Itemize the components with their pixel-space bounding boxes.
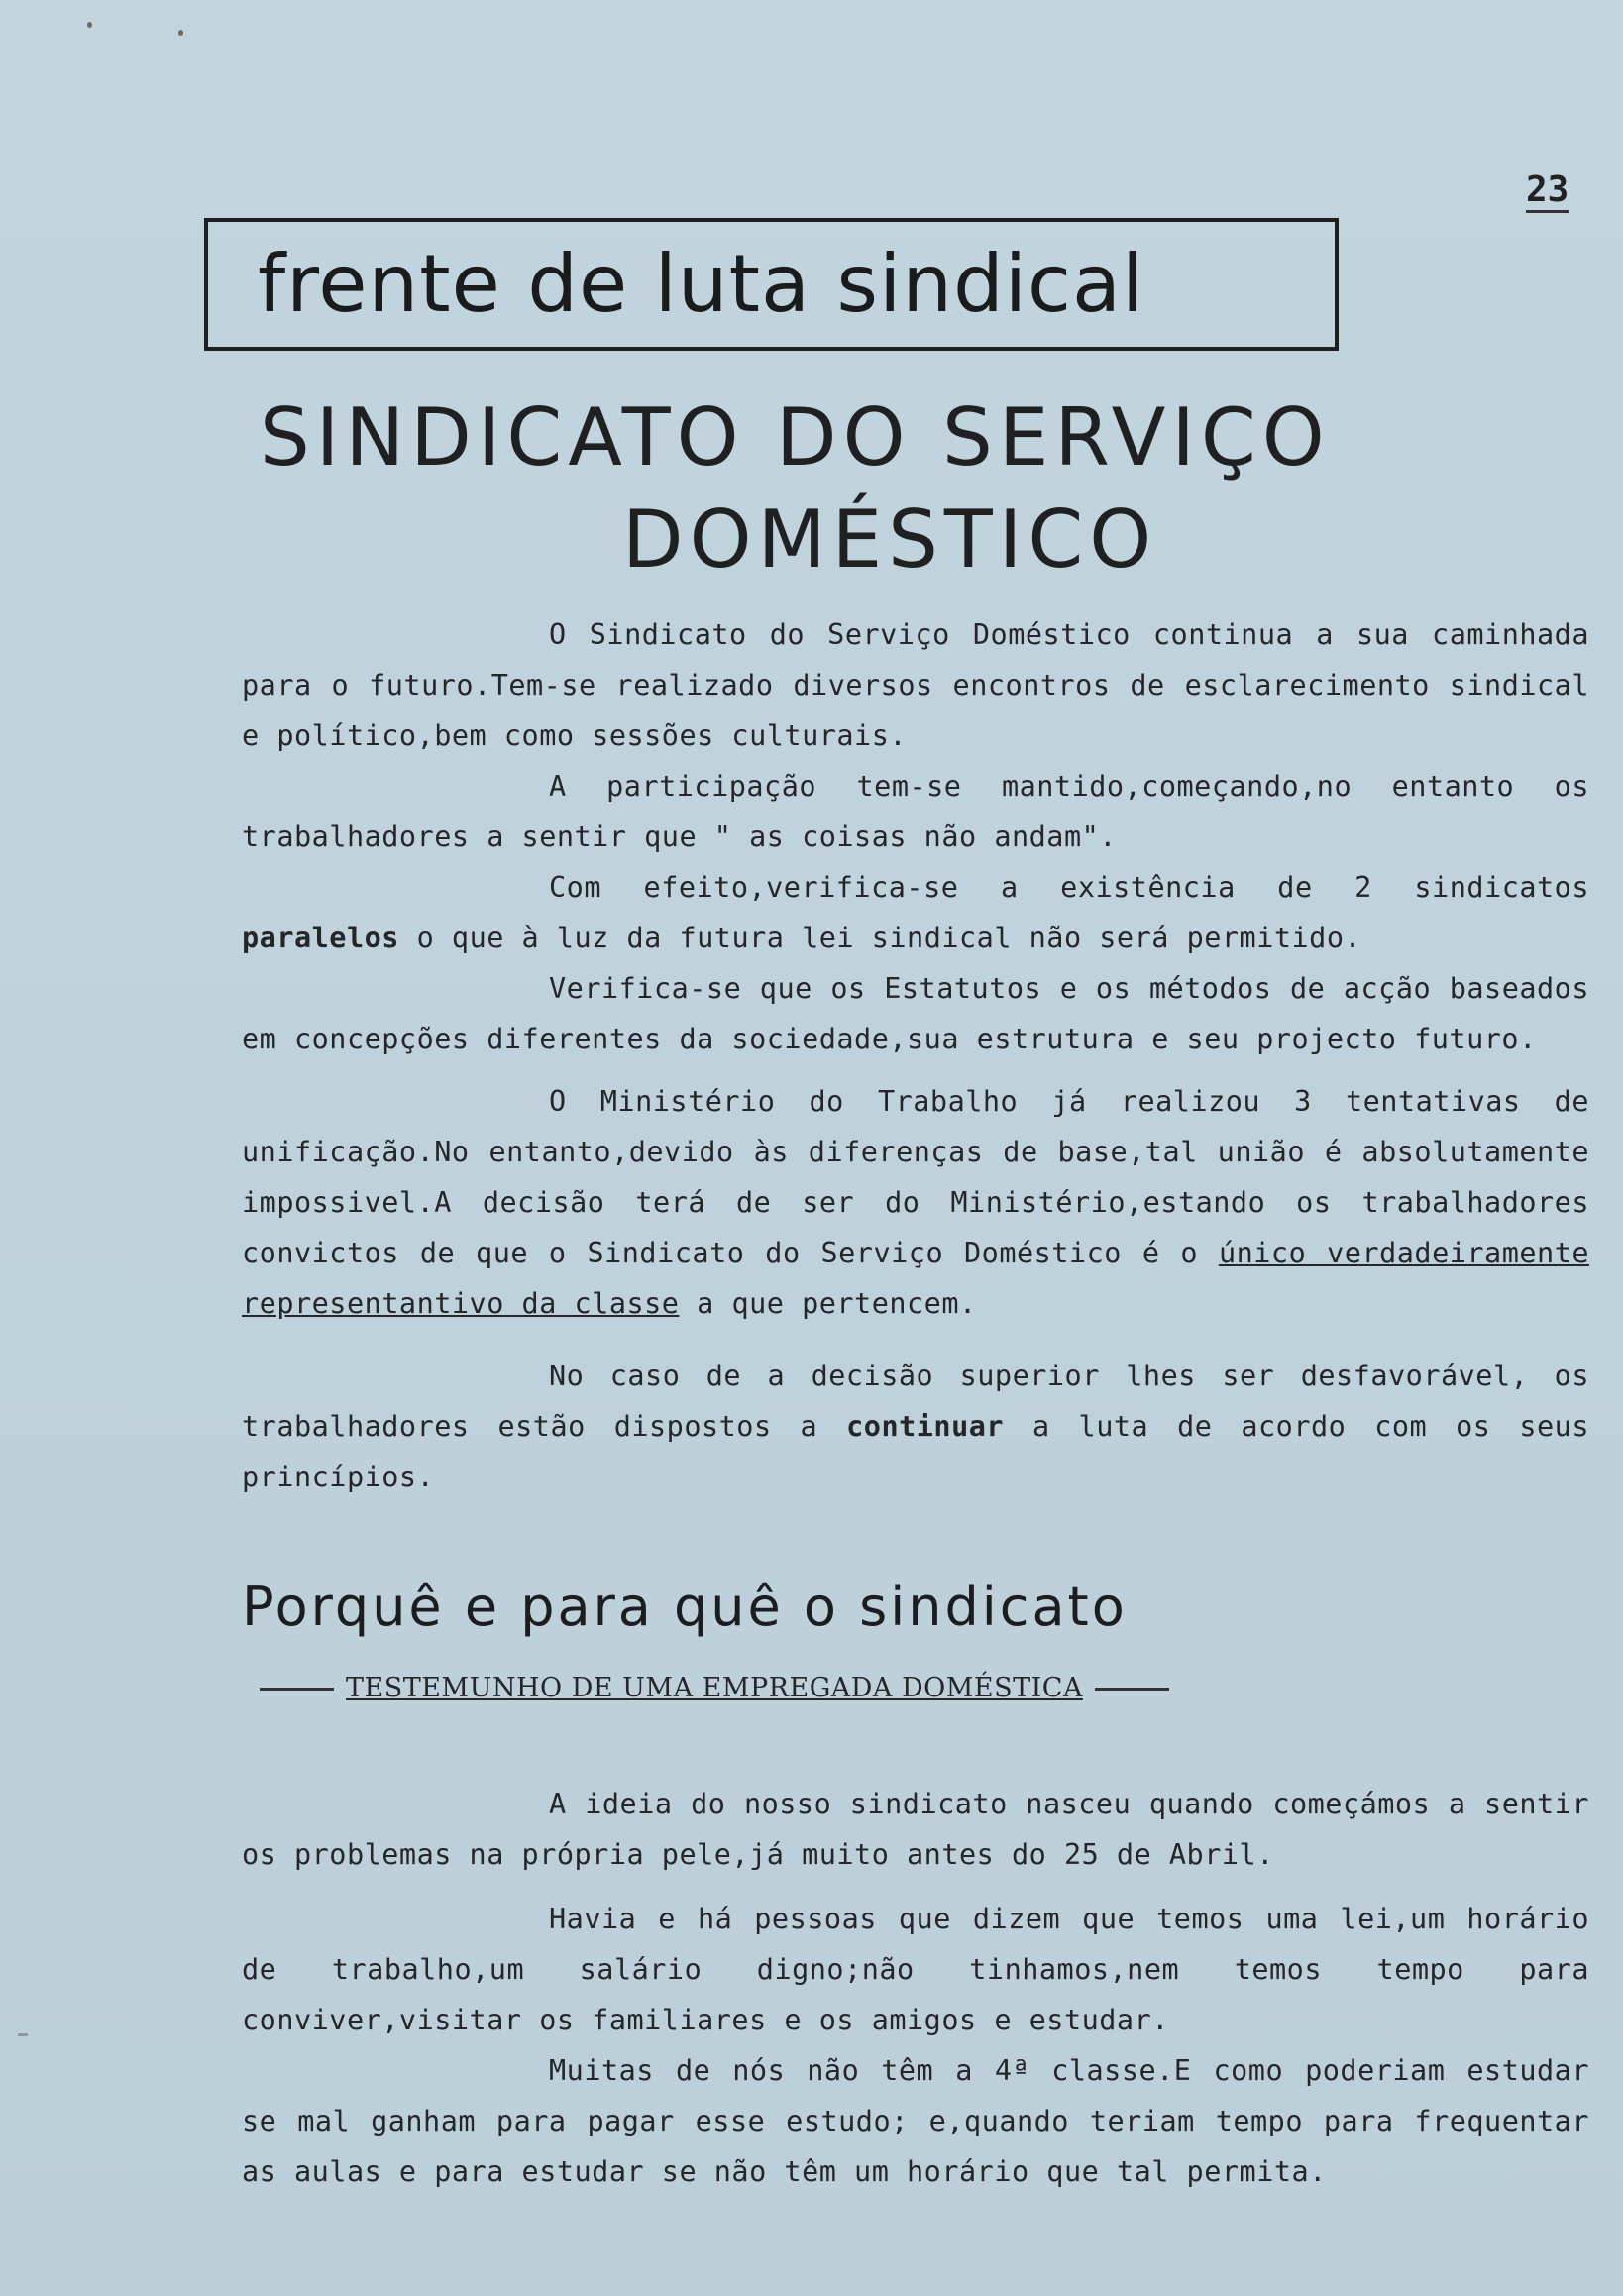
heading-dash (260, 1688, 334, 1691)
testimony-body (242, 1779, 1589, 2197)
bold-text: continuar (846, 1410, 1005, 1443)
paragraph: Havia e há pessoas que dizem que temos uma lei,um horário de trabalho,um salário digno;não tinhamos,nem temos tempo para conviver,visitar os familiares e os amigos e estudar. (242, 1903, 1589, 2036)
testimony-heading (248, 1673, 1181, 1703)
paragraph: Verifica-se que os Estatutos e os métodos de acção baseados em concepções diferentes da sociedade,sua estrutura e seu projecto futuro. (242, 972, 1589, 1055)
paragraph: Muitas de nós não têm a 4ª classe.E como poderiam estudar se mal ganham para pagar esse estudo; e,quando teriam tempo para frequentar as aulas e para estudar se não têm um horário que tal permita. (242, 2054, 1589, 2188)
text-run: O Ministério do Trabalho já realizou 3 tentativas de unificação.No entanto,devido às diferenças de base,tal união é absolutamente impossivel.A decisão terá de ser do Ministério,estando os trabalhadores convictos de que o Sindicato do Serviço Doméstico é o (242, 1085, 1589, 1269)
section-title: Porquê e para quê o sindicato (242, 1576, 1128, 1638)
paragraph (242, 1351, 1589, 1502)
text-run: No caso de a decisão superior lhes ser desfavorável, os trabalhadores estão dispostos a (242, 1360, 1589, 1443)
paragraph: A ideia do nosso sindicato nasceu quando começámos a sentir os problemas na própria pele,já muito antes do 25 de Abril. (242, 1788, 1589, 1871)
paragraph: A participação tem-se mantido,começando,no entanto os trabalhadores a sentir que " as coisas não andam". (242, 770, 1589, 853)
bold-text: paralelos (242, 922, 399, 954)
underlined-text: único verdadeiramente representantivo da classe (242, 1237, 1590, 1320)
article-title-line1: SINDICATO DO SERVIÇO (260, 391, 1331, 484)
header-banner-text: frente de luta sindical (258, 238, 1145, 330)
article-title-line2: DOMÉSTICO (622, 493, 1158, 586)
paragraph: O Sindicato do Serviço Doméstico continua a sua caminhada para o futuro.Tem-se realizado diversos encontros de esclarecimento sindical e político,bem como sessões culturais. (242, 618, 1589, 752)
heading-dash (1095, 1688, 1169, 1691)
header-banner (204, 218, 1339, 351)
ink-speck (178, 30, 183, 36)
edge-mark (18, 2033, 28, 2036)
text-run: Com efeito,verifica-se a existência de 2 sindicatos (549, 871, 1589, 904)
text-run: a luta de acordo com os seus princípios. (242, 1410, 1589, 1493)
article-body (242, 609, 1589, 1502)
paragraph (242, 1076, 1589, 1329)
page-number: 23 (1526, 170, 1569, 213)
testimony-heading-label: TESTEMUNHO DE UMA EMPREGADA DOMÉSTICA (346, 1673, 1083, 1703)
ink-speck (87, 22, 92, 28)
text-run: a que pertencem. (679, 1287, 977, 1320)
text-run: o que à luz da futura lei sindical não será permitido. (398, 922, 1362, 954)
paragraph (242, 862, 1589, 963)
